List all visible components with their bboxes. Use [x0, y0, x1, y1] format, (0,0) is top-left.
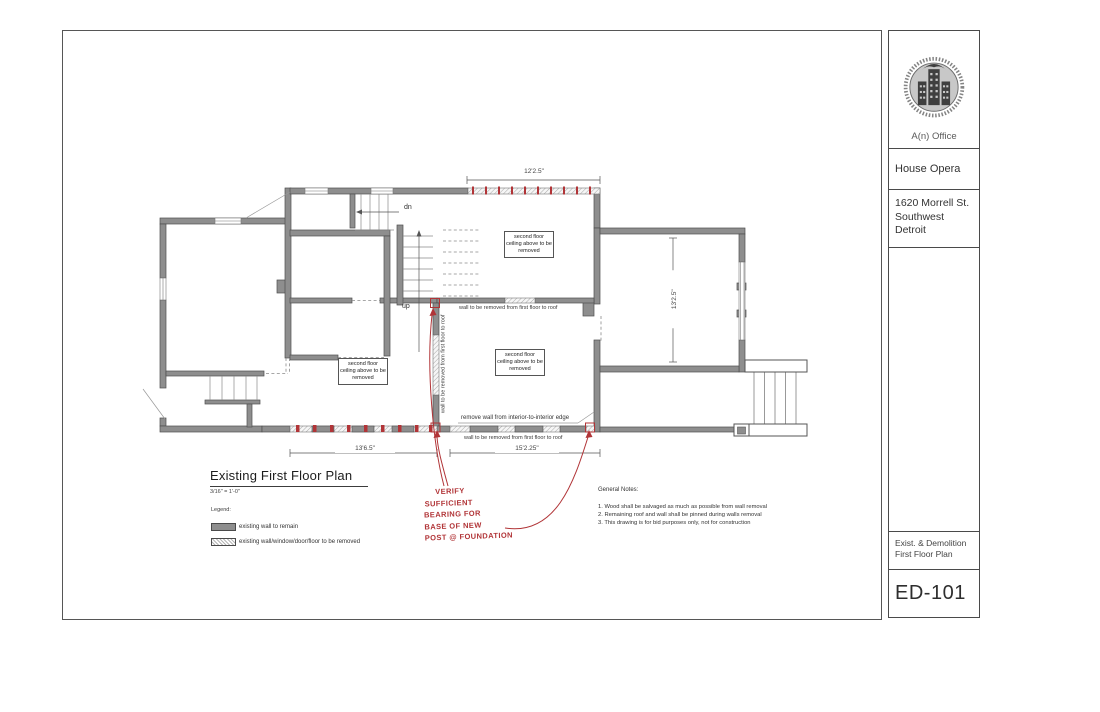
title-block-spacer	[889, 248, 979, 532]
project-address	[889, 190, 979, 248]
dimension-bottom-right: 15'2.25"	[495, 446, 559, 453]
dimension-top: 12'2.5"	[503, 169, 565, 176]
stair-up-label: up	[402, 303, 410, 310]
dimension-right-room: 13'2.5"	[672, 270, 679, 328]
ceiling-removal-note-3: second floor ceiling above to be removed	[495, 349, 545, 376]
ceiling-removal-note-1: second floor ceiling above to be removed	[504, 231, 554, 258]
legend-swatch-wall-remove	[211, 538, 236, 546]
walls-solid	[160, 188, 746, 432]
sheet-number: ED-101	[895, 582, 966, 604]
verify-bearing-annotation	[423, 483, 513, 544]
annotation-line: BASE OF NEW	[424, 520, 482, 532]
wall-removal-note-bottom: wall to be removed from first floor to roof	[464, 435, 563, 441]
general-note-3: 3. This drawing is for bid purposes only, not for construction	[598, 520, 751, 526]
legend-heading: Legend:	[211, 507, 231, 513]
wall-removal-note-mid: wall to be removed from first floor to roof	[459, 305, 558, 311]
address-line-2: Southwest	[895, 210, 945, 223]
legend-swatch-wall-remain	[211, 523, 236, 531]
sheet-title-line-2: First Floor Plan	[895, 548, 953, 559]
general-note-1: 1. Wood shall be salvaged as much as possible from wall removal	[598, 504, 768, 510]
address-line-3: Detroit	[895, 224, 926, 236]
address-line-1: 1620 Morrell St.	[895, 197, 970, 209]
stair-down-label: dn	[404, 204, 412, 211]
porch	[734, 360, 807, 436]
firm-logo	[899, 52, 969, 128]
ceiling-removal-note-2: second floor ceiling above to be removed	[338, 358, 388, 385]
sheet-title-line-1: Exist. & Demolition	[895, 538, 967, 548]
project-name: House Opera	[889, 149, 979, 190]
annotation-line: BEARING FOR	[423, 508, 482, 520]
annotation-line: SUFFICIENT	[424, 497, 473, 509]
general-note-2: 2. Remaining roof and wall shall be pinned during walls removal	[598, 512, 762, 518]
firm-logo-cell	[889, 31, 979, 149]
legend-label-wall-remove: existing wall/window/door/floor to be removed	[239, 539, 361, 545]
annotation-line: VERIFY	[435, 486, 465, 497]
general-notes-heading: General Notes:	[598, 487, 639, 493]
wall-removal-note-vertical: wall to be removed from first floor to roof	[440, 314, 447, 413]
title-block	[888, 30, 980, 618]
legend-label-wall-remain: existing wall to remain	[239, 524, 299, 530]
firm-name: A(n) Office	[911, 131, 957, 142]
annotation-line: POST @ FOUNDATION	[424, 530, 514, 543]
plan-title: Existing First Floor Plan	[210, 468, 368, 487]
sheet-title	[889, 532, 979, 570]
windows	[160, 188, 745, 340]
general-notes	[598, 487, 767, 527]
plan-scale: 3/16" = 1'-0"	[210, 489, 240, 495]
interior-edge-note: remove wall from interior-to-interior edge	[461, 415, 570, 421]
dimension-bottom-left: 13'6.5"	[335, 446, 395, 453]
